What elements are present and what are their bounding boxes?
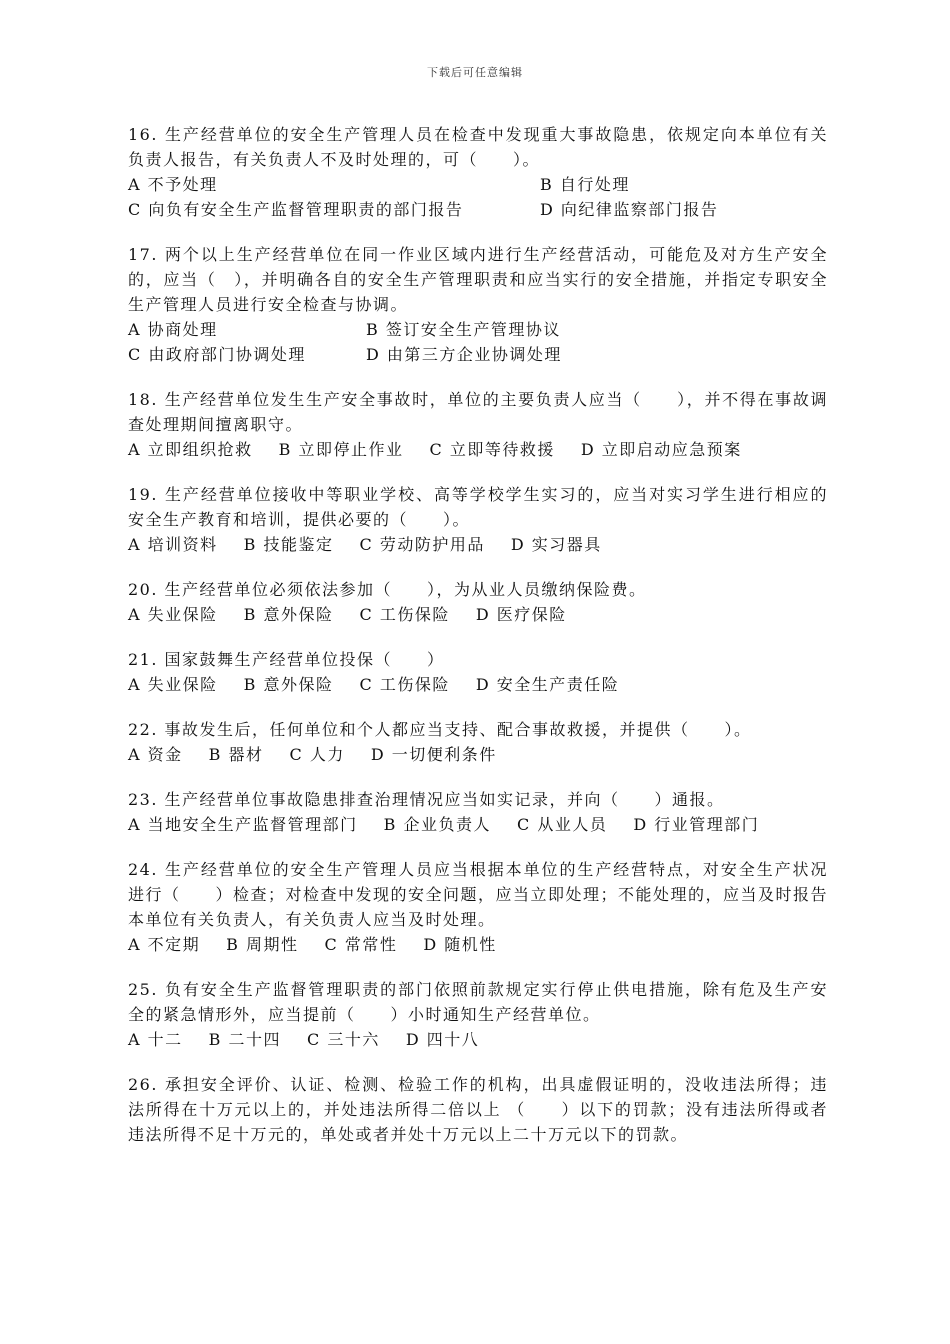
option-d: D 立即启动应急预案 (580, 440, 742, 459)
options (128, 672, 828, 697)
question-body: 生产经营单位的安全生产管理人员应当根据本单位的生产经营特点，对安全生产状况进行（ ）检查；对检查中发现的安全问题，应当立即处理；不能处理的，应当及时报告本单位有关负责人，有关负责人应当及时处理。 (128, 860, 829, 929)
option-c: C 劳动防护用品 (359, 535, 485, 554)
question-number: 25. (128, 980, 158, 999)
option-b: B 意外保险 (243, 605, 334, 624)
option-c: C 工伤保险 (359, 605, 450, 624)
question-19 (128, 482, 828, 557)
option-b: B 技能鉴定 (243, 535, 334, 554)
question-list (128, 122, 828, 1167)
option-a: A 十二 (128, 1030, 183, 1049)
question-23 (128, 787, 828, 837)
options (128, 437, 828, 462)
option-a: A 培训资料 (128, 535, 218, 554)
option-a: A 资金 (128, 745, 183, 764)
option-d: D 实习器具 (510, 535, 602, 554)
option-b: B 器材 (208, 745, 264, 764)
question-16 (128, 122, 828, 222)
question-number: 17. (128, 245, 158, 264)
option-a: A 当地安全生产监督管理部门 (128, 815, 358, 834)
option-a: A 失业保险 (128, 605, 218, 624)
options (128, 812, 828, 837)
option-a: A 协商处理 (128, 320, 218, 339)
option-c: C 从业人员 (517, 815, 608, 834)
option-d: D 由第三方企业协调处理 (366, 345, 562, 364)
question-text (128, 387, 828, 437)
question-25 (128, 977, 828, 1052)
option-b: B 企业负责人 (383, 815, 492, 834)
question-text (128, 482, 828, 532)
question-text (128, 787, 828, 812)
option-c: C 三十六 (307, 1030, 380, 1049)
question-number: 23. (128, 790, 158, 809)
options (128, 742, 828, 767)
question-body: 生产经营单位发生生产安全事故时，单位的主要负责人应当（ ），并不得在事故调查处理期间擅离职守。 (128, 390, 828, 434)
question-body: 国家鼓舞生产经营单位投保（ ） (164, 650, 445, 669)
question-number: 26. (128, 1075, 158, 1094)
option-b: B 自行处理 (540, 175, 630, 194)
question-body: 生产经营单位接收中等职业学校、高等学校学生实习的，应当对实习学生进行相应的安全生产教育和培训，提供必要的（ ）。 (128, 485, 828, 529)
question-body: 承担安全评价、认证、检测、检验工作的机构，出具虚假证明的，没收违法所得；违法所得在十万元以上的，并处违法所得二倍以上 （ ）以下的罚款；没有违法所得或者违法所得不足十万元的，单处或者并处十万元以上二十万元以下的罚款。 (128, 1075, 828, 1144)
options (128, 602, 828, 627)
question-21 (128, 647, 828, 697)
question-body: 生产经营单位的安全生产管理人员在检查中发现重大事故隐患，依规定向本单位有关负责人报告，有关负责人不及时处理的，可（ ）。 (128, 125, 828, 169)
option-c: C 人力 (289, 745, 345, 764)
option-a: A 不定期 (128, 935, 201, 954)
question-text (128, 242, 828, 317)
question-text (128, 577, 828, 602)
question-text (128, 122, 828, 172)
option-d: D 向纪律监察部门报告 (540, 200, 719, 219)
option-d: D 随机性 (423, 935, 497, 954)
options (128, 532, 828, 557)
question-number: 20. (128, 580, 158, 599)
question-number: 18. (128, 390, 158, 409)
option-c: C 常常性 (324, 935, 398, 954)
option-a: A 立即组织抢救 (128, 440, 253, 459)
question-number: 19. (128, 485, 158, 504)
options (128, 932, 828, 957)
option-d: D 安全生产责任险 (475, 675, 620, 694)
option-c: C 工伤保险 (359, 675, 450, 694)
option-c: C 立即等待救援 (429, 440, 555, 459)
page-header: 下载后可任意编辑 (427, 66, 523, 79)
option-d: D 行业管理部门 (633, 815, 760, 834)
question-20 (128, 577, 828, 627)
question-text (128, 717, 828, 742)
question-number: 21. (128, 650, 158, 669)
question-text (128, 977, 828, 1027)
question-17 (128, 242, 828, 367)
options (128, 1027, 828, 1052)
question-body: 生产经营单位事故隐患排查治理情况应当如实记录，并向（ ）通报。 (164, 790, 725, 809)
option-b: B 周期性 (226, 935, 299, 954)
question-number: 24. (128, 860, 158, 879)
option-a: A 不予处理 (128, 175, 218, 194)
question-text (128, 647, 828, 672)
option-b: B 二十四 (208, 1030, 282, 1049)
question-body: 生产经营单位必须依法参加（ ），为从业人员缴纳保险费。 (164, 580, 647, 599)
option-c: C 由政府部门协调处理 (128, 345, 306, 364)
question-text (128, 1072, 828, 1147)
question-22 (128, 717, 828, 767)
options (128, 172, 828, 222)
question-26 (128, 1072, 828, 1147)
option-b: B 意外保险 (243, 675, 334, 694)
question-body: 两个以上生产经营单位在同一作业区域内进行生产经营活动，可能危及对方生产安全的，应当（ ），并明确各自的安全生产管理职责和应当实行的安全措施，并指定专职安全生产管理人员进行安全检查与协调。 (128, 245, 828, 314)
question-body: 事故发生后，任何单位和个人都应当支持、配合事故救援，并提供（ ）。 (164, 720, 752, 739)
option-d: D 医疗保险 (475, 605, 567, 624)
options (128, 317, 828, 367)
option-b: B 签订安全生产管理协议 (366, 320, 561, 339)
question-24 (128, 857, 828, 957)
question-number: 16. (128, 125, 158, 144)
option-b: B 立即停止作业 (278, 440, 404, 459)
option-a: A 失业保险 (128, 675, 218, 694)
question-number: 22. (128, 720, 158, 739)
question-body: 负有安全生产监督管理职责的部门依照前款规定实行停止供电措施，除有危及生产安全的紧急情形外，应当提前（ ）小时通知生产经营单位。 (128, 980, 828, 1024)
option-d: D 一切便利条件 (370, 745, 497, 764)
option-d: D 四十八 (405, 1030, 480, 1049)
question-18 (128, 387, 828, 462)
question-text (128, 857, 828, 932)
option-c: C 向负有安全生产监督管理职责的部门报告 (128, 200, 464, 219)
